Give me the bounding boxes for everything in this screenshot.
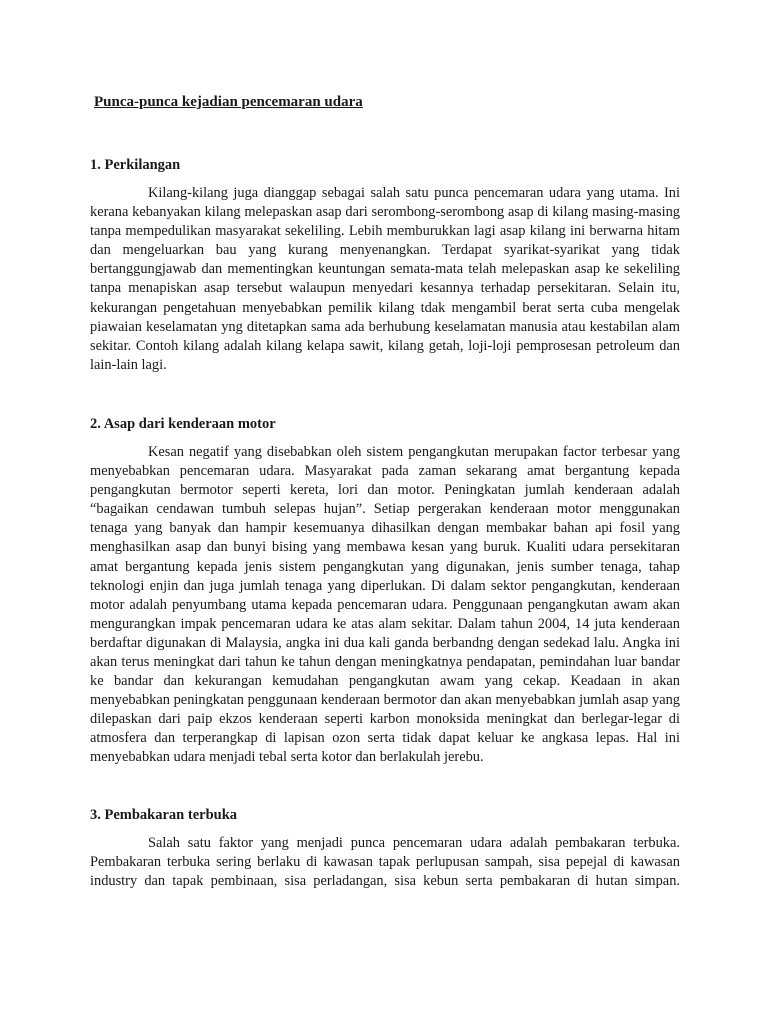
section-paragraph: Salah satu faktor yang menjadi punca pencemaran udara adalah pembakaran terbuka. Pembakaran terbuka sering berlaku di kawasan tapak perlupusan sampah, sisa pepejal di kawasan industry dan tapak pembinaan, sisa perladangan, sisa kebun serta pembakaran di hutan simpan. <box>90 834 680 889</box>
section-heading: 1. Perkilangan <box>90 157 181 173</box>
section-heading: 3. Pembakaran terbuka <box>90 806 238 823</box>
document-title: Punca-punca kejadian pencemaran udara <box>94 94 363 110</box>
section-paragraph: Kilang-kilang juga dianggap sebagai salah satu punca pencemaran udara yang utama. Ini kerana kebanyakan kilang melepaskan asap dari serombong-serombong asap di kilang masing-masing tanpa mempedulikan masyarakat sekeliling. Lebih memburukkan lagi asap kilang ini berwarna hitam dan mengeluarkan bau yang kurang menyenangkan. Terdapat syarikat-syarikat yang tidak bertanggungjawab dan mementingkan keuntungan semata-mata telah melepaskan asap ke sekeliling tanpa menapiskan asap tersebut walaupun menyedari kesannya terhadap persekitaran. Selain itu, kekurangan pengetahuan menyebabkan pemilik kilang tdak mengambil berat serta cuba mengelak piawaian keselamatan yng ditetapkan sama ada berhubung keselamatan manusia atau kestabilan alam sekitar. Contoh kilang adalah kilang kelapa sawit, kilang getah, loji-loji pemprosesan petroleum dan lain-lain lagi. <box>90 185 680 373</box>
section-asap-kenderaan <box>90 414 680 768</box>
section-heading: 2. Asap dari kenderaan motor <box>90 415 276 432</box>
document-content <box>90 92 680 931</box>
section-paragraph: Kesan negatif yang disebabkan oleh sistem pengangkutan merupakan factor terbesar yang menyebabkan pencemaran udara. Masyarakat pada zaman sekarang amat bergantung kepada pengangkutan bermotor seperti kereta, lori dan motor. Peningkatan jumlah kenderaan adalah “bagaikan cendawan tumbuh selepas hujan”. Setiap pergerakan kenderaan motor menggunakan tenaga yang banyak dan hampir kesemuanya dihasilkan dengan membakar bahan api fosil yang menghasilkan asap dan bunyi bising yang membawa kesan yang buruk. Kualiti udara persekitaran amat bergantung kepada jenis sistem pengangkutan yang digunakan, jenis sumber tenaga, tahap teknologi enjin dan juga jumlah tenaga yang diperlukan. Di dalam sektor pengangkutan, kenderaan motor adalah penyumbang utama kepada pencemaran udara. Penggunaan pengangkutan awam akan mengurangkan impak pencemaran udara ke atas alam sekitar. Dalam tahun 2004, 14 juta kenderaan berdaftar digunakan di Malaysia, angka ini dua kali ganda berbandng dengan sedekad lalu. Angka ini akan terus meningkat dari tahun ke tahun dengan meningkatnya pendapatan, pemindahan luar bandar ke bandar dan kekurangan kemudahan pengangkutan awam yang cekap. Keadaan in akan menyebabkan peningkatan penggunaan kenderaan bermotor dan akan menyebabkan jumlah asap yang dilepaskan dari paip ekzos kenderaan seperti karbon monoksida meningkat dan berlegar-legar di atmosfera dan terperangkap di lapisan ozon serta tidak dapat keluar ke angkasa lepas. Hal ini menyebabkan udara menjadi tebal serta kotor dan berlakulah jerebu. <box>90 443 680 766</box>
section-pembakaran-terbuka <box>90 805 680 891</box>
section-perkilangan <box>90 155 680 375</box>
